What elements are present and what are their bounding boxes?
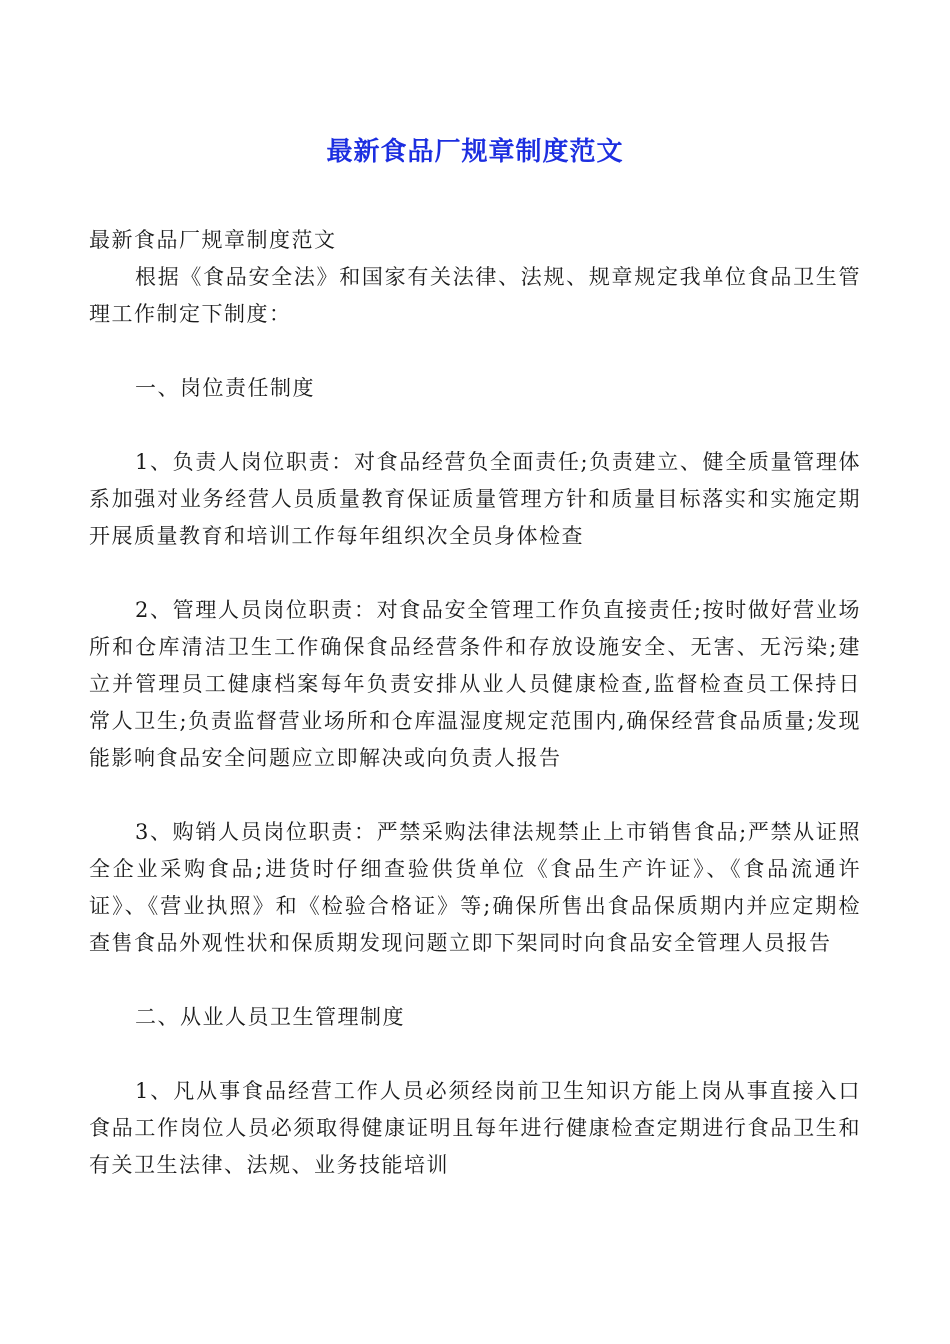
paragraph-1-3: 3、购销人员岗位职责：严禁采购法律法规禁止上市销售食品;严禁从证照全企业采购食品;进货时仔细查验供货单位《食品生产许证》、《食品流通许证》、《营业执照》和《检验合格证》等;确保所售出食品保质期内并应定期检查售食品外观性状和保质期发现问题立即下架同时向食品安全管理人员报告 xyxy=(89,820,861,955)
paragraph-2-1: 1、凡从事食品经营工作人员必须经岗前卫生知识方能上岗从事直接入口食品工作岗位人员必须取得健康证明且每年进行健康检查定期进行食品卫生和有关卫生法律、法规、业务技能培训 xyxy=(89,1079,861,1177)
document-body xyxy=(89,222,861,1184)
document-subtitle: 最新食品厂规章制度范文 xyxy=(89,228,337,252)
section-heading-2: 二、从业人员卫生管理制度 xyxy=(135,1005,405,1029)
document-title: 最新食品厂规章制度范文 xyxy=(326,137,624,167)
paragraph-1-2: 2、管理人员岗位职责：对食品安全管理工作负直接责任;按时做好营业场所和仓库清洁卫生工作确保食品经营条件和存放设施安全、无害、无污染;建立并管理员工健康档案每年负责安排从业人员健康检查,监督检查员工保持日常人卫生;负责监督营业场所和仓库温湿度规定范围内,确保经营食品质量;发现能影响食品安全问题应立即解决或向负责人报告 xyxy=(89,598,861,770)
paragraph-1-1: 1、负责人岗位职责：对食品经营负全面责任;负责建立、健全质量管理体系加强对业务经营人员质量教育保证质量管理方针和质量目标落实和实施定期开展质量教育和培训工作每年组织次全员身体检查 xyxy=(89,450,861,548)
intro-paragraph: 根据《食品安全法》和国家有关法律、法规、规章规定我单位食品卫生管理工作制定下制度： xyxy=(89,265,861,326)
section-heading-1: 一、岗位责任制度 xyxy=(135,376,315,400)
